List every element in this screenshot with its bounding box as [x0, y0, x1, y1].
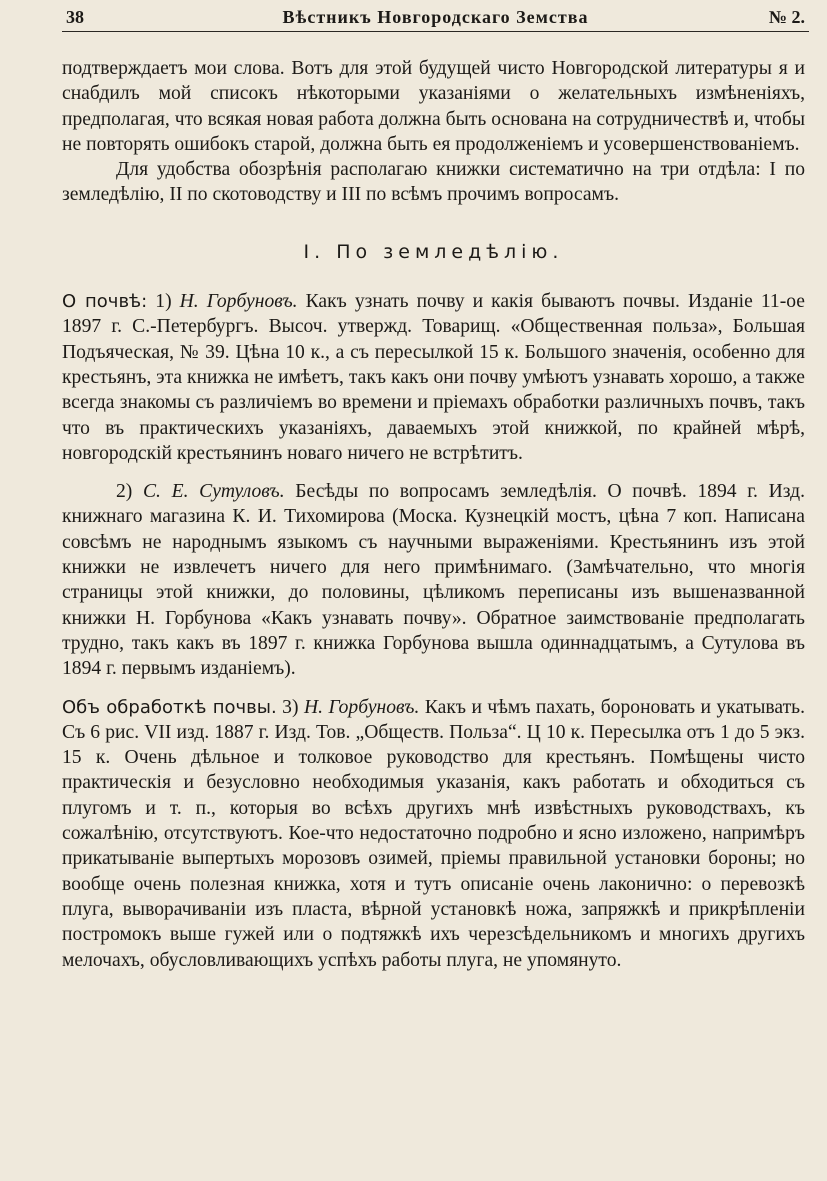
entry-2: [62, 479, 805, 681]
issue-number: № 2.: [768, 7, 805, 27]
entry-3-author: Н. Горбуновъ.: [303, 696, 420, 718]
page-number: 38: [66, 7, 84, 27]
entry-1: [62, 289, 805, 466]
entry-1-number: 1): [155, 291, 172, 313]
entry-2-number: 2): [116, 481, 133, 503]
spacer: [62, 682, 805, 695]
intro-paragraph-1: подтверждаетъ мои слова. Вотъ для этой будущей чисто Новгородской литературы я и снабдилъ мой списокъ нѣкоторыми указаніями о желательныхъ измѣненіяхъ, предполагая, что всякая новая работа должна быть основана на сотрудничествѣ и, чтобы не повторять ошибокъ старой, должна быть ея продолженіемъ и усовершенствованіемъ.: [62, 58, 805, 155]
entry-2-text: Бесѣды по вопросамъ земледѣлія. О почвѣ. 1894 г. Изд. книжнаго магазина К. И. Тихомирова (Моска. Кузнецкій мостъ, цѣна 7 коп. Написана совсѣмъ не народнымъ языкомъ съ научными выраженіями. Крестьянинъ изъ этой книжки не извлечетъ ничего для него примѣнимаго. (Замѣчательно, что многія страницы этой книжки, до половины, цѣликомъ переписаны изъ вышеназванной книжки Н. Горбунова «Какъ узнавать почву». Обратное заимствованіе предполагать трудно, такъ какъ въ 1897 г. книжка Горбунова вышла одиннадцатымъ, а Сутулова въ 1894 г. первымъ изданіемъ).: [62, 481, 805, 680]
entry-1-text: Какъ узнать почву и какія бываютъ почвы. Изданіе 11-ое 1897 г. С.-Петербургъ. Высоч. утвержд. Товарищ. «Общественная польза», Большая Подъяческая, № 39. Цѣна 10 к., а съ пересылкой 15 к. Большого значенія, особенно для крестьянъ, эта книжка не имѣетъ, такъ какъ они почву умѣютъ узнавать хорошо, а также всегда знакомы съ различіемъ во времени и пріемахъ обработки различныхъ почвъ, такъ что въ практическихъ указаніяхъ, даваемыхъ этой книжкой, по крайней мѣрѣ, новгородскій крестьянинъ новаго ничего не встрѣтитъ.: [62, 291, 805, 464]
entry-3-lead: Объ обработкѣ почвы.: [62, 696, 277, 718]
spacer: [62, 466, 805, 479]
entry-1-author: Н. Горбуновъ.: [179, 291, 298, 313]
entry-3-text: Какъ и чѣмъ пахать, бороновать и укатывать. Съ 6 рис. VII изд. 1887 г. Изд. Тов. „Обществ. Польза“. Ц 10 к. Пересылка отъ 1 до 5 экз. 15 к. Очень дѣльное и толковое руководство для крестьянъ. Помѣщены чисто практическія и безусловно необходимыя указанія, какъ работать и обходиться съ плугомъ и т. п., которыя во всѣхъ другихъ мнѣ извѣстныхъ руководствахъ, къ сожалѣнію, отсутствуютъ. Кое-что недостаточно подробно и ясно изложено, напримѣръ прикатываніе выпертыхъ морозовъ озимей, пріемы правильной установки бороны; но вообще очень полезная книжка, хотя и тутъ описаніе очень лаконично: о перевозкѣ плуга, выворачиваніи изъ пласта, вѣрной установкѣ ножа, запряжкѣ и прикрѣпленіи постромокъ выше гужей или о подтяжкѣ ихъ черезсѣдельникомъ и многихъ другихъ мелочахъ, обусловливающихъ успѣхъ работы плуга, не упомянуто.: [62, 696, 805, 971]
document-body: [62, 56, 805, 973]
section-heading: I. По земледѣлію.: [303, 240, 564, 263]
entry-2-author: С. Е. Сутуловъ.: [142, 481, 285, 503]
running-header: [66, 4, 805, 30]
entry-3: [62, 695, 805, 973]
intro-paragraph-2: Для удобства обозрѣнія располагаю книжки систематично на три отдѣла: I по земледѣлію, II по скотоводству и III по всѣмъ прочимъ вопросамъ.: [62, 159, 805, 206]
header-rule: [62, 31, 809, 32]
journal-title: Вѣстникъ Новгородскаго Земства: [282, 7, 589, 27]
entry-1-lead: О почвѣ:: [62, 291, 148, 313]
entry-3-number: 3): [282, 696, 299, 718]
